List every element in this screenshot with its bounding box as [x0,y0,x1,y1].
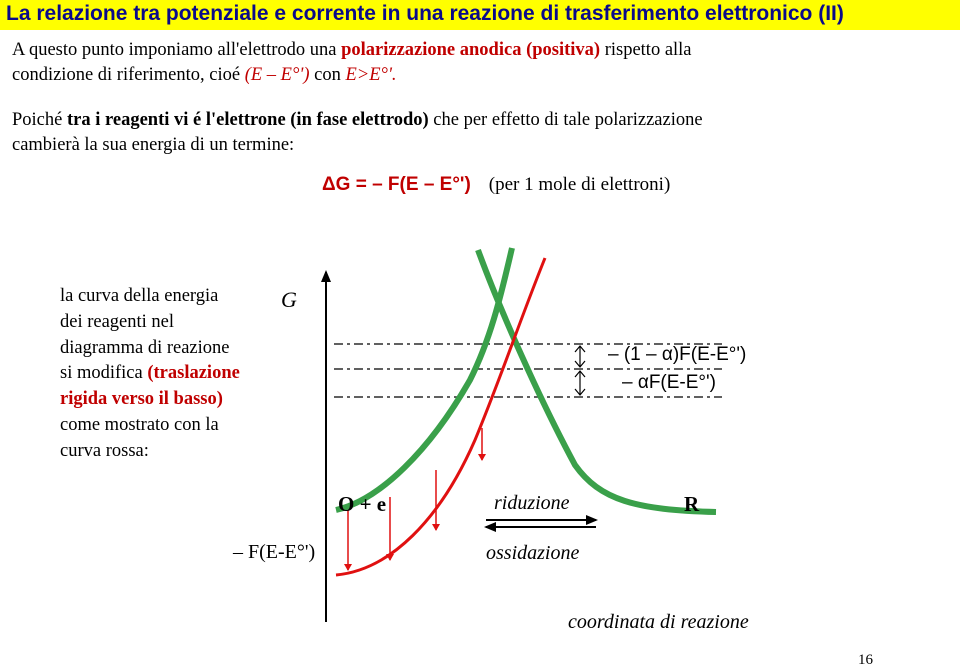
intro-text: A questo punto imponiamo all'elettrodo una [12,40,342,60]
original-energy-curve [336,248,512,510]
paragraph-text: che per effetto di tale polarizzazione [428,110,703,130]
formula-note: (per 1 mole di elettroni) [488,174,671,195]
condition-term: E>E°'. [345,65,397,85]
anodic-polarization-term: polarizzazione anodica (positiva) [341,40,601,60]
delta-g-formula: ΔG = – F(E – E°') [322,174,471,195]
paragraph-text: cambierà la sua energia di un termine: [12,135,295,155]
barrier-label-reduction: – αF(E-E°') [622,372,716,393]
intro-text: condizione di riferimento, cioé [12,65,245,85]
intro-text: rispetto alla [600,40,692,60]
overpotential-term: (E – E°') [244,65,310,85]
intro-text: con [309,65,346,85]
side-text: come mostrato con la curva rossa: [60,414,219,461]
page-title: La relazione tra potenziale e corrente in una reazione di trasferimento elettronico (II) [6,2,844,25]
electron-phrase: tra i reagenti vi é l'elettrone (in fase elettrodo) [66,110,429,130]
product-label: R [684,492,700,516]
reduction-label: riduzione [494,492,570,514]
direction-arrows [486,520,596,527]
oxidation-label: ossidazione [486,542,580,564]
x-axis-label: coordinata di reazione [568,611,749,633]
shift-label: – F(E-E°') [233,541,316,563]
barrier-brackets [575,346,585,395]
side-text: la curva della energia dei reagenti nel diagramma di reazione si modifica [60,286,230,384]
rigid-translation-phrase: (traslazione rigida verso il basso) [60,363,240,410]
barrier-label-oxidation: – (1 – α)F(E-E°') [608,344,747,365]
paragraph-text: Poiché [12,110,67,130]
reactant-label: O + e [338,492,387,516]
page-number: 16 [858,652,873,668]
g-axis-label: G [281,287,297,312]
